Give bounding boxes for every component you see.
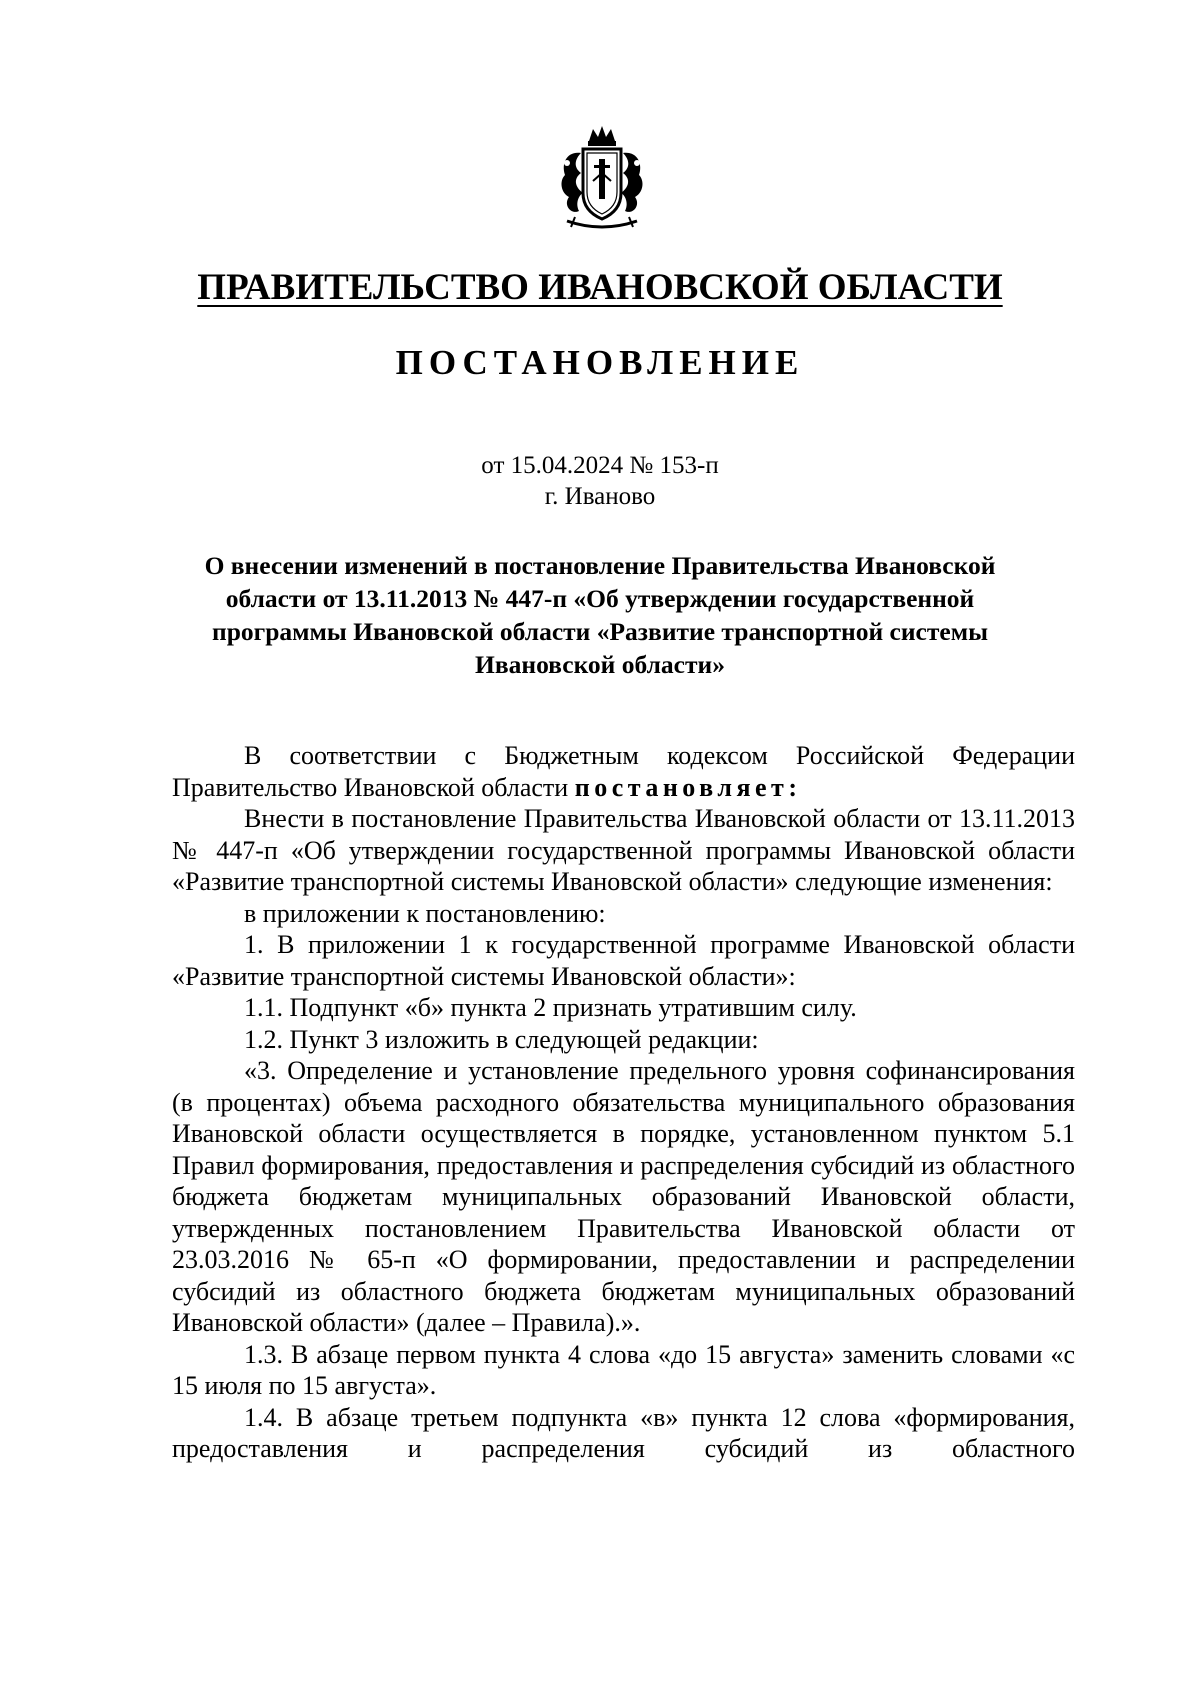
document-type: ПОСТАНОВЛЕНИЕ	[395, 343, 805, 382]
document-date-number: от 15.04.2024 № 153-п	[481, 452, 719, 479]
document-body	[172, 740, 1075, 1465]
paragraph-amendment-intro: Внести в постановление Правительства Ивановской области от 13.11.2013 № 447-п «Об утверждении государственной программы Ивановской области «Развитие транспортной системы Ивановской области» следующие изменения:	[172, 804, 1075, 896]
paragraph-item-1-2: 1.2. Пункт 3 изложить в следующей редакции:	[244, 1024, 759, 1054]
paragraph-item-1: 1. В приложении 1 к государственной программе Ивановской области «Развитие транспортной системы Ивановской области»:	[172, 930, 1075, 991]
paragraph-preamble	[172, 740, 1075, 803]
paragraph-item-1-1: 1.1. Подпункт «б» пункта 2 признать утратившим силу.	[244, 993, 857, 1022]
paragraph-item-1-4: 1.4. В абзаце третьем подпункта «в» пункта 12 слова «формирования, предоставления и распределения субсидий из областного	[172, 1402, 1075, 1463]
resolution-verb: постановляет:	[574, 772, 802, 802]
paragraph-new-item-3: «3. Определение и установление предельного уровня софинансирования (в процентах) объема расходного обязательства муниципального образования Ивановской области осуществляется в порядке, установленном пунктом 5.1 Правил формирования, предоставления и распределения субсидий из областного бюджета бюджетам муниципальных образований Ивановской области, утвержденных постановлением Правительства Ивановской области от 23.03.2016 № 65-п «О формировании, предоставлении и распределении субсидий из областного бюджета бюджетам муниципальных образований Ивановской области» (далее – Правила).».	[172, 1056, 1075, 1337]
document-subject: О внесении изменений в постановление Правительства Ивановской области от 13.11.2013 № 447-п «Об утверждении государственной программы Ивановской области «Развитие транспортной системы Ивановской области»	[204, 551, 996, 679]
organization-name: ПРАВИТЕЛЬСТВО ИВАНОВСКОЙ ОБЛАСТИ	[197, 267, 1003, 308]
paragraph-item-1-3: 1.3. В абзаце первом пункта 4 слова «до 15 августа» заменить словами «с 15 июля по 15 августа».	[172, 1339, 1075, 1400]
document-city: г. Иваново	[544, 483, 656, 510]
paragraph-annex-intro: в приложении к постановлению:	[244, 898, 606, 928]
coat-of-arms-icon	[553, 123, 651, 233]
preamble-text: В соответствии с Бюджетным кодексом Российской Федерации Правительство Ивановской области	[172, 741, 1075, 802]
